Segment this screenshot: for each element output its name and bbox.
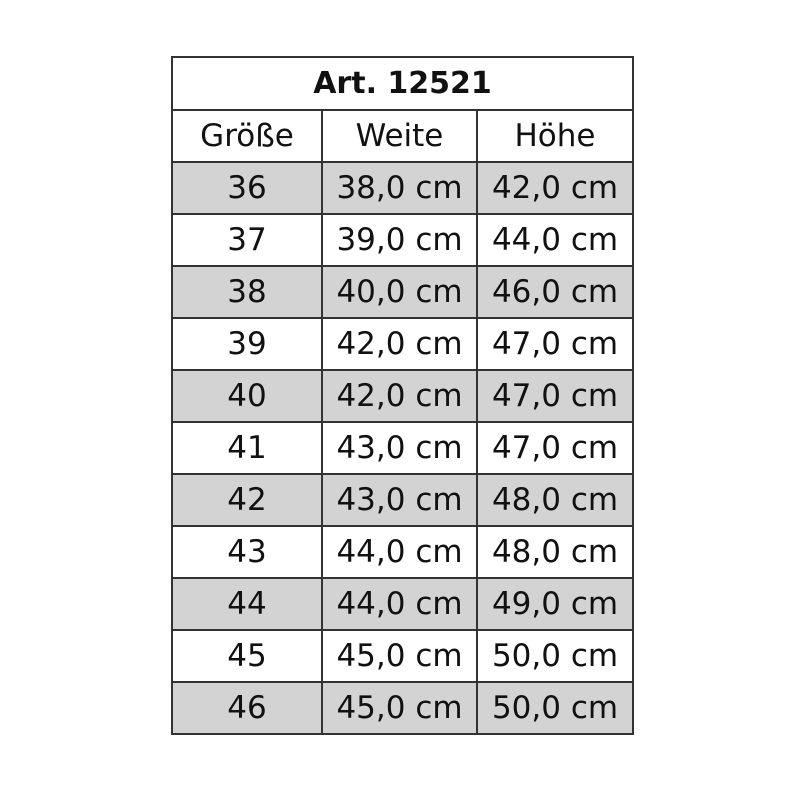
cell-width: 44,0 cm (322, 578, 477, 630)
title-row (172, 57, 633, 110)
cell-height: 48,0 cm (477, 526, 633, 578)
cell-width: 45,0 cm (322, 630, 477, 682)
cell-width: 45,0 cm (322, 682, 477, 734)
cell-height: 47,0 cm (477, 318, 633, 370)
header-width: Weite (322, 110, 477, 162)
cell-width: 44,0 cm (322, 526, 477, 578)
cell-size: 46 (172, 682, 322, 734)
size-chart-table (171, 56, 634, 735)
cell-height: 50,0 cm (477, 630, 633, 682)
cell-width: 42,0 cm (322, 318, 477, 370)
table-row (172, 214, 633, 266)
cell-height: 46,0 cm (477, 266, 633, 318)
cell-width: 40,0 cm (322, 266, 477, 318)
table-title: Art. 12521 (172, 57, 633, 110)
cell-height: 48,0 cm (477, 474, 633, 526)
size-rows (172, 162, 633, 734)
header-row (172, 110, 633, 162)
cell-size: 40 (172, 370, 322, 422)
cell-size: 38 (172, 266, 322, 318)
table-row (172, 318, 633, 370)
table-row (172, 474, 633, 526)
cell-size: 36 (172, 162, 322, 214)
cell-size: 44 (172, 578, 322, 630)
cell-size: 37 (172, 214, 322, 266)
cell-size: 39 (172, 318, 322, 370)
cell-height: 49,0 cm (477, 578, 633, 630)
cell-height: 44,0 cm (477, 214, 633, 266)
cell-size: 42 (172, 474, 322, 526)
header-height: Höhe (477, 110, 633, 162)
table-row (172, 370, 633, 422)
table-row (172, 422, 633, 474)
header-size: Größe (172, 110, 322, 162)
cell-width: 43,0 cm (322, 422, 477, 474)
cell-width: 42,0 cm (322, 370, 477, 422)
cell-height: 50,0 cm (477, 682, 633, 734)
cell-width: 43,0 cm (322, 474, 477, 526)
cell-height: 47,0 cm (477, 370, 633, 422)
cell-width: 38,0 cm (322, 162, 477, 214)
table-row (172, 630, 633, 682)
table-row (172, 266, 633, 318)
table-row (172, 578, 633, 630)
table-row (172, 526, 633, 578)
table-row (172, 682, 633, 734)
cell-size: 45 (172, 630, 322, 682)
cell-size: 41 (172, 422, 322, 474)
cell-size: 43 (172, 526, 322, 578)
cell-width: 39,0 cm (322, 214, 477, 266)
cell-height: 47,0 cm (477, 422, 633, 474)
table-row (172, 162, 633, 214)
cell-height: 42,0 cm (477, 162, 633, 214)
